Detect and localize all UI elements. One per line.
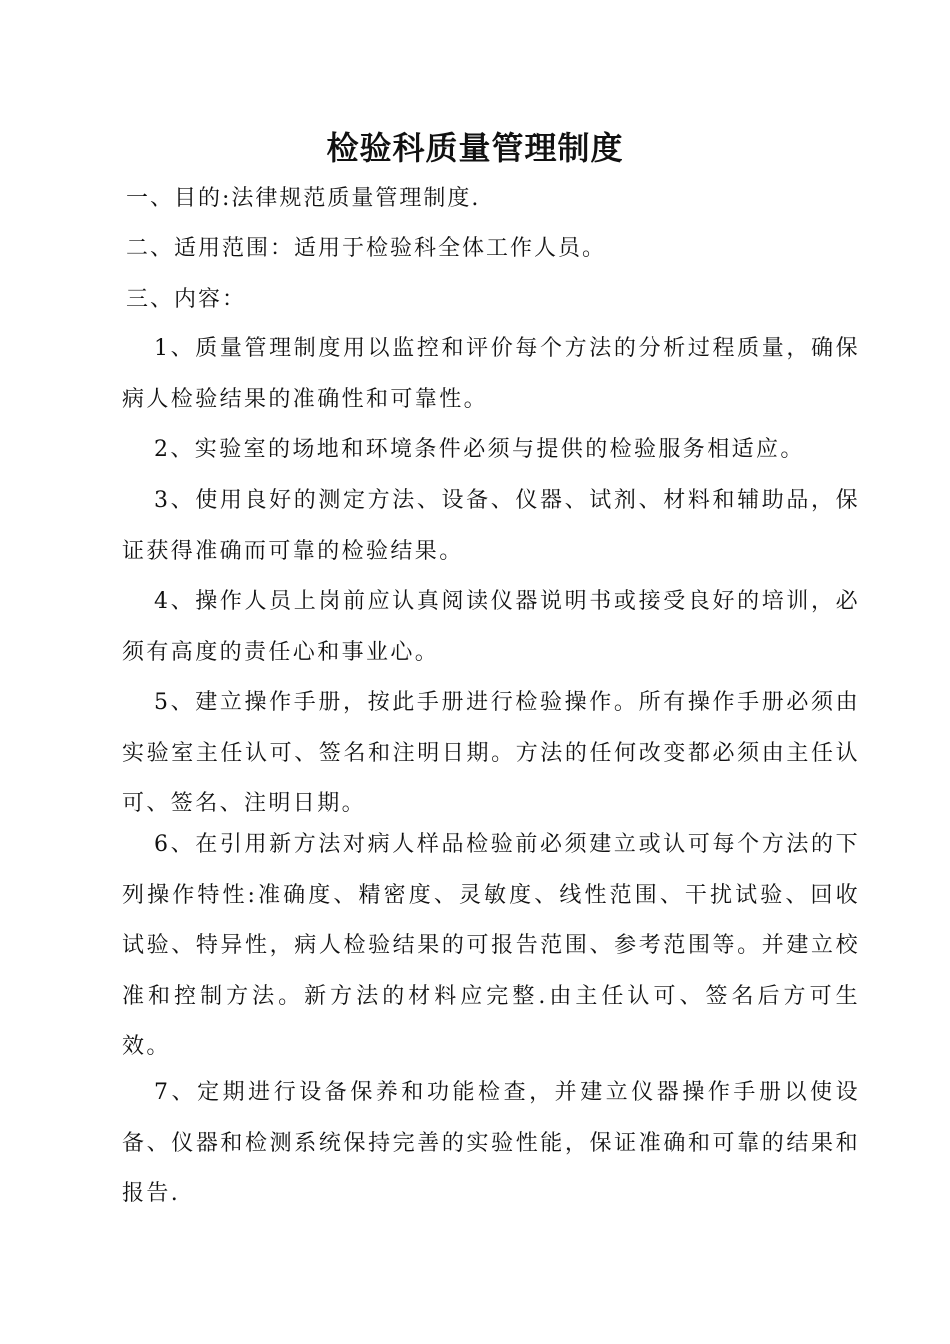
section-purpose: 一、目的:法律规范质量管理制度.	[126, 186, 481, 211]
content-item-1: 1、质量管理制度用以监控和评价每个方法的分析过程质量，确保病人检验结果的准确性和可靠性。	[122, 336, 860, 412]
section-scope: 二、适用范围：适用于检验科全体工作人员。	[126, 236, 607, 261]
document-title: 检验科质量管理制度	[326, 129, 624, 167]
content-item-2: 2、实验室的场地和环境条件必须与提供的检验服务相适应。	[154, 437, 805, 462]
content-item-6: 6、在引用新方法对病人样品检验前必须建立或认可每个方法的下列操作特性:准确度、精密度、灵敏度、线性范围、干扰试验、回收试验、特异性，病人检验结果的可报告范围、参考范围等。并建立校准和控制方法。新方法的材料应完整.由主任认可、签名后方可生效。	[122, 832, 860, 1060]
content-item-5: 5、建立操作手册，按此手册进行检验操作。所有操作手册必须由实验室主任认可、签名和注明日期。方法的任何改变都必须由主任认可、签名、注明日期。	[122, 690, 860, 817]
section-content: 三、内容：	[126, 287, 247, 312]
content-item-7: 7、定期进行设备保养和功能检查，并建立仪器操作手册以使设备、仪器和检测系统保持完善的实验性能，保证准确和可靠的结果和报告.	[122, 1080, 860, 1207]
content-item-3: 3、使用良好的测定方法、设备、仪器、试剂、材料和辅助品，保证获得准确而可靠的检验结果。	[122, 488, 860, 564]
content-item-4: 4、操作人员上岗前应认真阅读仪器说明书或接受良好的培训，必须有高度的责任心和事业心。	[122, 589, 860, 665]
